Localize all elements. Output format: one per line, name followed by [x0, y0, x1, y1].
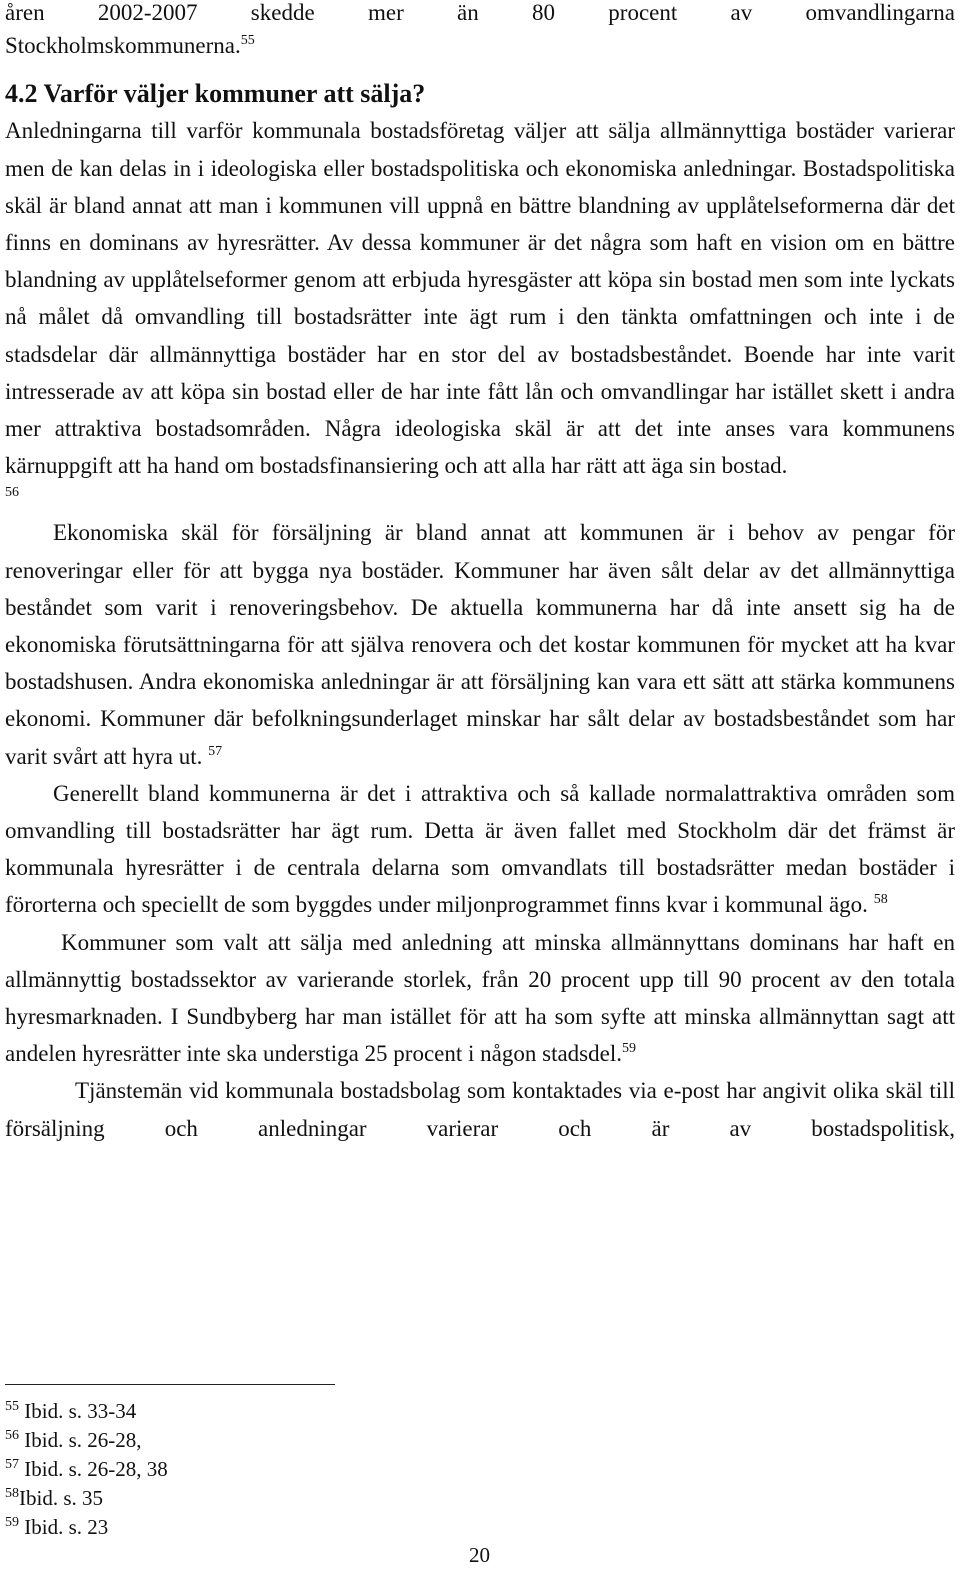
paragraph-2-text: Ekonomiska skäl för försäljning är bland annat att kommunen är i behov av pengar för renoveringar eller för att bygga nya bostäder. Kommuner har även sålt delar av det allmännyttiga beståndet som varit i renoveringsbehov. De aktuella kommunerna har då inte ansett sig ha de ekonomiska förutsättningarna för att själva renovera och det kostar kommunen för mycket att ha kvar bostadshusen. Andra ekonomiska anledningar är att försäljning kan vara ett sätt att stärka kommunens ekonomi. Kommuner där befolkningsunderlaget minskar har sålt delar av bostadsbeståndet som har varit svårt att hyra ut.: [5, 520, 955, 769]
paragraph-4-text: Kommuner som valt att sälja med anledning att minska allmännyttans dominans har haft en allmännyttig bostadssektor av varierande storlek, från 20 procent upp till 90 procent av den totala hyresmarknaden. I Sundbyberg har man istället för att ha som syfte att minska allmännyttan sagt att andelen hyresrätter inte ska understiga 25 procent i någon stadsdel.: [5, 929, 955, 1067]
footnote: $^{55}$ Ibid. s. 33-34: [5, 1399, 137, 1423]
paragraph-5-text: Tjänstemän vid kommunala bostadsbolag som kontaktades via e-post har angivit olika skäl till försäljning och anledningar varierar och är av bostadspolitisk,: [5, 1078, 955, 1141]
page-number: 20: [469, 1543, 490, 1567]
intro-line-1: åren 2002-2007 skedde mer än 80 procent av omvandlingarna: [5, 0, 955, 25]
section-heading: 4.2 Varför väljer kommuner att sälja?: [5, 79, 426, 109]
footnote-ref-59: 59: [621, 1041, 636, 1057]
paragraph-1: [5, 112, 955, 484]
paragraph-3: [5, 775, 955, 924]
paragraph-2: [5, 514, 955, 774]
document-page: [5, 0, 955, 1147]
footnote-separator: [5, 1384, 335, 1385]
footnote: $^{56}$ Ibid. s. 26-28,: [5, 1428, 142, 1452]
paragraph-5: [5, 1072, 955, 1146]
footnote-ref-58: 58: [873, 892, 888, 908]
paragraph-4: [5, 924, 955, 1073]
footnote: $^{57}$ Ibid. s. 26-28, 38: [5, 1457, 168, 1481]
paragraph-1-text: Anledningarna till varför kommunala bostadsföretag väljer att sälja allmännyttiga bostäder varierar men de kan delas in i ideologiska eller bostadspolitiska och ekonomiska anledningar. Bostadspolitiska skäl är bland annat att man i kommunen vill uppnå en bättre blandning av upplåtelseformerna där det finns en dominans av hyresrätter. Av dessa kommuner är det några som haft en vision om en bättre blandning av upplåtelseformer genom att erbjuda hyresgäster att köpa sin bostad men som inte lyckats nå målet då omvandling till bostadsrätter inte ägt rum i den tänkta omfattningen och inte i de stadsdelar där allmännyttiga bostäder har en stor del av bostadsbeståndet. Boende har inte varit intresserade av att köpa sin bostad eller de har inte fått lån och omvandlingar har istället skett i andra mer attraktiva bostadsområden. Några ideologiska skäl är att det inte anses vara kommunens kärnuppgift att ha hand om bostadsfinansiering och att alla har rätt att äga sin bostad.: [5, 118, 955, 479]
footnote-ref-57: 57: [208, 743, 223, 759]
footnote: $^{58}$Ibid. s. 35: [5, 1486, 103, 1510]
footnote: $^{59}$ Ibid. s. 23: [5, 1515, 109, 1539]
footnote-ref-56: 56: [5, 485, 19, 501]
footnote-ref-55: 55: [240, 33, 255, 49]
intro-line-2: Stockholmskommunerna.: [5, 33, 241, 59]
footnotes: [5, 1397, 168, 1542]
paragraph-3-text: Generellt bland kommunerna är det i attraktiva och så kallade normalattraktiva områden som omvandling till bostadsrätter har ägt rum. Detta är även fallet med Stockholm där det främst är kommunala hyresrätter i de centrala delarna som omvandlats till bostadsrätter medan bostäder i förorterna och speciellt de som byggdes under miljonprogrammet finns kvar i kommunal ägo.: [5, 780, 955, 918]
intro-paragraph-end: [5, 27, 955, 64]
